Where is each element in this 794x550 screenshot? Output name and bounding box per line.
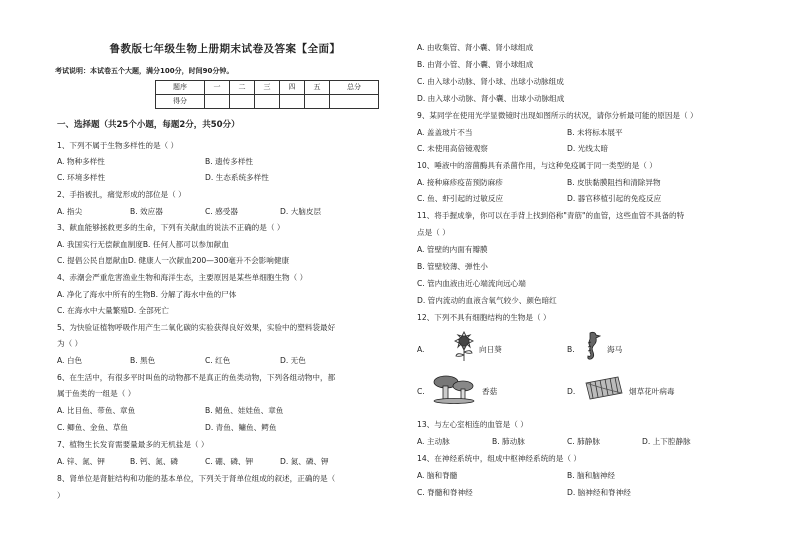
option: C. 环境多样性 <box>57 173 106 182</box>
option: C. 由入球小动脉、肾小球、出球小动脉组成 <box>417 77 564 86</box>
option: D. 管内流动的血液含氧气较少、颜色暗红 <box>417 296 557 305</box>
option-label: 海马 <box>607 345 623 354</box>
option: B. 脑和脑神经 <box>567 471 616 480</box>
option-letter: C. <box>417 387 425 396</box>
option: D. 大脑皮层 <box>280 207 322 216</box>
score-cell <box>280 95 305 109</box>
option: A. 管壁的内面有瓣膜 <box>417 245 488 254</box>
score-header-cell: 二 <box>230 81 255 95</box>
option-label: 向日葵 <box>479 345 502 354</box>
option: D. 无色 <box>280 356 306 365</box>
question-6: 6、在生活中，有很多平时叫鱼的动物都不是真正的鱼类动物，下列各组动物中，都 <box>57 373 336 382</box>
option: D. 光线太暗 <box>567 144 609 153</box>
page-title: 鲁教版七年级生物上册期末试卷及答案【全面】 <box>109 43 341 55</box>
question-3: 3、献血能够拯救更多的生命，下列有关献血的说法不正确的是（ ） <box>57 223 285 232</box>
option: B. 未将标本展平 <box>567 128 623 137</box>
score-header-cell: 五 <box>305 81 330 95</box>
exam-instructions: 考试说明：本试卷五个大题，满分100分，时间90分钟。 <box>55 67 234 75</box>
question-11-cont: 点是（ ） <box>417 228 450 237</box>
option-letter: D. <box>567 387 576 396</box>
option: B. 遗传多样性 <box>205 157 254 166</box>
option: C. 在海水中大量繁殖D. 全部死亡 <box>57 306 169 315</box>
question-2: 2、手指被扎，痛觉形成的部位是（ ） <box>57 190 186 199</box>
option: C. 未使用高倍镜观察 <box>417 144 488 153</box>
tobacco-mosaic-virus-icon <box>582 373 626 406</box>
question-9: 9、某同学在使用光学显微镜时出现如图所示的状况，请你分析最可能的原因是（ ） <box>417 111 698 120</box>
option: D. 生态系统多样性 <box>205 173 269 182</box>
option: D. 氮、磷、钾 <box>280 457 329 466</box>
score-header-cell: 题序 <box>156 81 205 95</box>
option: C. 硼、磷、钾 <box>205 457 254 466</box>
option: A. 主动脉 <box>417 437 450 446</box>
option-letter: B. <box>567 345 575 354</box>
score-row-label: 得分 <box>156 95 205 109</box>
option: A. 盖盖玻片不当 <box>417 128 473 137</box>
score-table <box>155 80 379 109</box>
question-6-cont: 属于鱼类的一组是（ ） <box>57 389 136 398</box>
option: D. 脑神经和脊神经 <box>567 488 631 497</box>
option: B. 效应器 <box>130 207 163 216</box>
score-cell <box>330 95 379 109</box>
option: D. 上下腔静脉 <box>642 437 691 446</box>
option: C. 提倡公民自愿献血D. 健康人一次献血200—300毫升不会影响健康 <box>57 256 290 265</box>
option: B. 由肾小管、肾小囊、肾小球组成 <box>417 60 534 69</box>
mushroom-icon <box>432 372 476 407</box>
option: A. 比目鱼、带鱼、章鱼 <box>57 406 136 415</box>
score-header-cell: 四 <box>280 81 305 95</box>
option: C. 红色 <box>205 356 231 365</box>
option: B. 黑色 <box>130 356 156 365</box>
option: D. 青鱼、鳙鱼、鳄鱼 <box>205 423 277 432</box>
option-label: 香菇 <box>482 387 498 396</box>
option-letter: A. <box>417 345 425 354</box>
option: B. 钙、氮、磷 <box>130 457 179 466</box>
question-5: 5、为快验证植物呼吸作用产生二氧化碳的实验获得良好效果，实验中的塑料袋最好 <box>57 323 336 332</box>
question-5-cont: 为（ ） <box>57 339 83 348</box>
score-header-cell: 三 <box>255 81 280 95</box>
option: C. 脊髓和脊神经 <box>417 488 473 497</box>
option: C. 鱼、虾引起的过敏反应 <box>417 194 504 203</box>
score-cell <box>255 95 280 109</box>
score-cell <box>205 95 230 109</box>
option: B. 皮肤黏膜阻挡和清除异物 <box>567 178 661 187</box>
question-13: 13、与左心室相连的血管是（ ） <box>417 420 528 429</box>
section-heading: 一、选择题（共25个小题，每题2分，共50分） <box>57 120 240 130</box>
sunflower-icon <box>447 330 481 365</box>
option: C. 感受器 <box>205 207 238 216</box>
score-cell <box>230 95 255 109</box>
question-8-cont: ） <box>57 491 65 500</box>
score-header-cell: 一 <box>205 81 230 95</box>
option: A. 锌、氮、钾 <box>57 457 105 466</box>
option: D. 由入球小动脉、肾小囊、出球小动脉组成 <box>417 94 565 103</box>
option: C. 鲫鱼、金鱼、草鱼 <box>57 423 128 432</box>
option: A. 脑和脊髓 <box>417 471 458 480</box>
question-4: 4、赤潮会严重危害渔业生物和海洋生态，主要原因是某些单细胞生物（ ） <box>57 273 308 282</box>
option: B. 管壁较薄、弹性小 <box>417 262 488 271</box>
option: A. 指尖 <box>57 207 83 216</box>
option: A. 净化了海水中所有的生物B. 分解了海水中鱼的尸体 <box>57 290 237 299</box>
option: A. 物种多样性 <box>57 157 105 166</box>
question-8: 8、肾单位是肾脏结构和功能的基本单位，下列关于肾单位组成的叙述，正确的是（ <box>57 474 336 483</box>
option-label: 烟草花叶病毒 <box>629 387 675 396</box>
question-14: 14、在神经系统中，组成中枢神经系统的是（ ） <box>417 454 581 463</box>
seahorse-icon <box>582 330 604 365</box>
option: D. 器官移植引起的免疫反应 <box>567 194 662 203</box>
option: A. 我国实行无偿献血制度B. 任何人都可以参加献血 <box>57 240 229 249</box>
question-7: 7、植物生长发育需要量最多的无机盐是（ ） <box>57 440 209 449</box>
question-12: 12、下列不具有细胞结构的生物是（ ） <box>417 313 551 322</box>
score-header-cell: 总分 <box>330 81 379 95</box>
question-11: 11、将手握成拳，你可以在手背上找到俗称"青筋"的血管，这些血管不具备的特 <box>417 211 685 220</box>
option: C. 管内血液由近心端流向远心端 <box>417 279 526 288</box>
score-cell <box>305 95 330 109</box>
option: A. 接种麻疹疫苗预防麻疹 <box>417 178 503 187</box>
question-1: 1、下列不属于生物多样性的是（ ） <box>57 141 179 150</box>
option: A. 由收集管、肾小囊、肾小球组成 <box>417 43 534 52</box>
option: C. 肺静脉 <box>567 437 600 446</box>
option: A. 白色 <box>57 356 83 365</box>
option: B. 鲳鱼、娃娃鱼、章鱼 <box>205 406 284 415</box>
question-10: 10、唾液中的溶菌酶具有杀菌作用，与这种免疫属于同一类型的是（ ） <box>417 161 657 170</box>
option: B. 肺动脉 <box>492 437 525 446</box>
